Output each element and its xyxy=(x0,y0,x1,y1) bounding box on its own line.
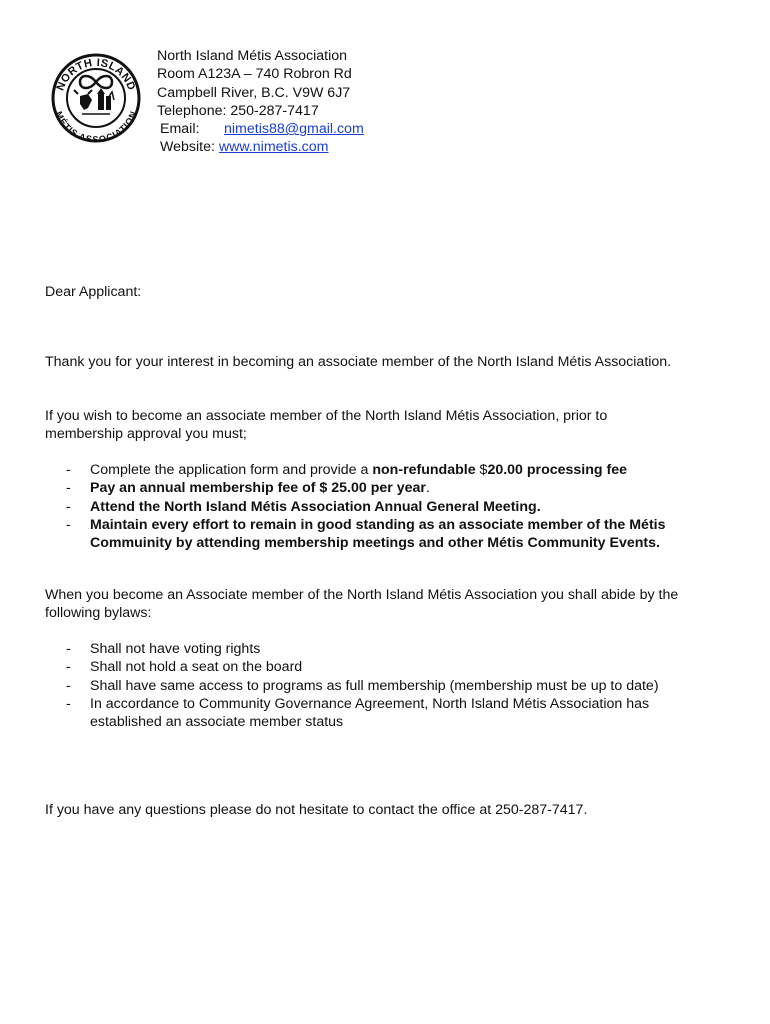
association-logo xyxy=(50,48,142,148)
letterhead xyxy=(157,47,364,157)
list-item xyxy=(66,498,726,516)
requirements-list xyxy=(66,461,726,552)
thanks-paragraph: Thank you for your interest in becoming an associate member of the North Island Métis Association. xyxy=(45,354,672,370)
list-item: - In accordance to Community Governance Agreement, North Island Métis Association has established an associate member status xyxy=(66,695,720,732)
website-link[interactable]: www.nimetis.com xyxy=(218,139,329,156)
req2-end: . xyxy=(425,480,430,497)
req3-bold: Attend the North Island Métis Association Annual General Meeting. xyxy=(90,498,541,515)
greeting: Dear Applicant: xyxy=(45,284,142,300)
email-link[interactable]: nimetis88@gmail.com xyxy=(224,121,364,138)
bylaws-intro: When you become an Associate member of the North Island Métis Association you shall abide by the following bylaws: xyxy=(45,587,679,622)
telephone: Telephone: 250-287-7417 xyxy=(157,102,319,119)
address-line-1: Room A123A – 740 Robron Rd xyxy=(157,66,352,83)
logo-text-top: NORTH ISLAND xyxy=(54,56,138,93)
list-item: - Shall have same access to programs as full membership (membership must be up to date) xyxy=(66,677,726,695)
req4-bold: Maintain every effort to remain in good standing as an associate member of the Métis Commuinity by attending membership meetings and other Métis Community Events. xyxy=(90,516,666,552)
closing: If you have any questions please do not hesitate to contact the office at 250-287-7417. xyxy=(45,802,588,818)
req1-bold2: 20.00 processing fee xyxy=(487,462,628,478)
list-item xyxy=(66,516,705,553)
req1-text: Complete the application form and provide a xyxy=(90,462,373,478)
bylaws-list xyxy=(66,640,726,731)
list-item xyxy=(66,461,726,479)
list-item: - Shall not hold a seat on the board xyxy=(66,658,726,676)
svg-text:NORTH ISLAND xyxy=(55,57,138,92)
email-label: Email: xyxy=(160,121,200,138)
email-row xyxy=(157,120,364,138)
req1-mid: $ xyxy=(475,462,488,478)
list-item: - Shall not have voting rights xyxy=(66,640,726,658)
req2-bold: Pay an annual membership fee of $ 25.00 per year xyxy=(90,480,426,497)
website-row xyxy=(157,138,364,156)
website-label: Website: xyxy=(160,139,215,156)
logo-text-bottom: MÉTIS ASSOCIATION xyxy=(53,109,139,145)
list-item xyxy=(66,479,726,497)
req1-bold: non-refundable xyxy=(372,462,476,478)
requirements-intro: If you wish to become an associate member of the North Island Métis Association, prior to membership approval you must; xyxy=(45,408,608,443)
address-line-2: Campbell River, B.C. V9W 6J7 xyxy=(157,84,351,101)
org-name: North Island Métis Association xyxy=(157,48,348,64)
